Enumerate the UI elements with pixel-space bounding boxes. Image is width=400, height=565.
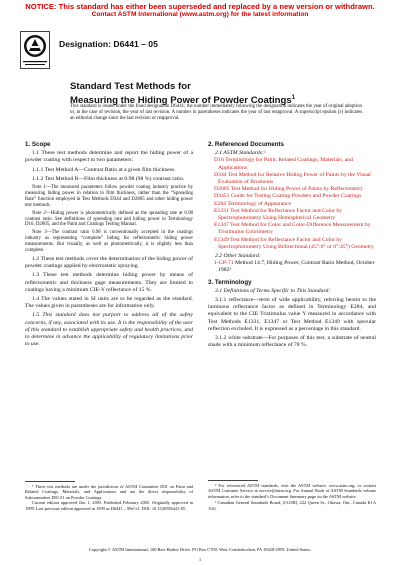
title-line-1: Standard Test Methods for [70,81,191,92]
reference-link[interactable]: D16 [214,157,224,164]
reference-item: E1349 Test Method for Reflectance Factor and Color by Spectrophotometry Using Bidirectional (45°:0° or 0°:45°) Geometry [214,236,374,250]
paragraph-1-4: 1.4 The values stated in SI units are to be regarded as the standard. The values given in parentheses are for information only. [25,296,193,310]
reference-link[interactable]: E1347 [214,222,229,229]
paragraph-1-1-1: 1.1.1 Test Method A—Contrast Ratio at a given film thickness. [32,166,176,173]
page-number: 1 [198,557,202,562]
footnote-3: ³ Canadian General Standards Board, (CGSB), 222 Queen St., Ottawa, Ont., Canada K1A 1G6. [208,500,376,511]
footnote-2: ² For referenced ASTM standards, visit the ASTM website, www.astm.org, or contact ASTM Customer Service at service@astm.org. For Annual Book of ASTM Standards volume information, refer to the standard’s Document Summary page on the ASTM website. [208,483,376,499]
referenced-documents-heading: 2. Referenced Documents [208,141,284,148]
withdrawal-notice [0,2,400,19]
right-column [208,141,376,351]
paragraph-2-2: 2.2 Other Standard: [215,253,261,260]
note-3: Note 3—The contrast ratio 0.98 is conventionally accepted in the coatings industry as representing “complete” hiding for reflectometric hiding power measurements. But visually, as well as photometrically, it is slightly less than complete. [25,230,193,254]
reference-link[interactable]: D3451 [214,193,230,200]
reference-item: E284 Terminology of Appearance [214,200,292,207]
notice-line-1: NOTICE: This standard has either been superseded and replaced by a new version or withdrawn. [25,2,375,11]
reference-item: E1331 Test Method for Reflectance Factor and Color by Spectrophotometry Using Hemispherical Geometry [214,207,343,222]
reference-link[interactable]: D344 [214,171,227,178]
reference-item: D16 Terminology for Paint, Related Coatings, Materials, and Applications [214,157,353,171]
reference-item: D2805 Test Method for Hiding Power of Paints by Reflectometry [214,186,364,193]
footnote-1-b: Current edition approved Jan. 1, 2005. Published February 2005. Originally approved in 1999. Last previous edition approved in 1999 as D6441 – 99a^ε1. DOI: 10.1520/D6441-05. [25,500,193,511]
astm-logo-icon [20,31,50,69]
reference-link[interactable]: D2805 [214,186,230,193]
other-standard-item: 1-GP-71 Method 14.7, Hiding Power, Contrast Ratio Method, October 1982³ [214,260,375,274]
paragraph-1-3: 1.3 These test methods determine hiding power by means of reflectometric and thickness gage measurements. They are limited to coatings having a minimum CIE-Y reflectance of 15 %. [25,272,193,293]
footnote-rule-left [25,481,75,482]
footnote-rule-right [208,480,258,481]
preamble-text: This standard is issued under the fixed designation D6441; the number immediately following the designation indicates the year of original adoption or, in the case of revision, the year of last revision. A number in parentheses indicates the year of last reapproval. A superscript epsilon (ε) indicates an editorial change since the last revision or reapproval. [70,104,362,121]
paragraph-1-1: 1.1 These test methods determine and report the hiding power of a powder coating with respect to two parameters: [25,150,193,164]
footnotes-left [25,484,193,511]
left-column [25,141,193,350]
reference-item: D344 Test Method for Relative Hiding Power of Paints by the Visual Evaluation of Brushouts [214,171,371,186]
reference-item: D3451 Guide for Testing Coating Powders and Powder Coatings [214,193,362,200]
note-1: Note 1—The measured parameters follow powder coating industry practice by measuring hiding power in relation to film thickness, rather than the “Spreading Rate” function employed in Test Methods D344 and D2805 and other hiding power test methods. [25,185,193,208]
reference-link[interactable]: E1349 [214,236,229,243]
paragraph-1-5: 1.5 This standard does not purport to address all of the safety concerns, if any, associated with its use. It is the responsibility of the user of this standard to establish appropriate safety and health practices, and to determine in advance the applicability of regulatory limitations prior to use. [25,312,193,348]
terminology-heading: 3. Terminology [208,278,252,286]
paragraph-3-1-1: 3.1.1 reflectance—term of wide applicability, referring herein to the luminous reflectance factor as defined in Terminology E284, and equivalent to the CIE Tristimulus value Y measured in accordance with Test Methods E1331, E1347 or Test Method E1349 with specular reflection excluded. It is expressed as a percentage in this standard. [208,297,376,332]
paragraph-1-2: 1.2 These test methods cover the determination of the hiding power of powder coatings applied by electrostatic spraying. [25,255,193,270]
document-title [70,81,295,106]
designation: Designation: D6441 – 05 [59,39,158,49]
notice-line-2: Contact ASTM International (www.astm.org) for the latest information [91,11,309,18]
footnote-1-a: ¹ These test methods are under the jurisdiction of ASTM Committee D01 on Paint and Related Coatings, Materials, and Applications and are the direct responsibility of Subcommittee D01.51 on Powder Coatings. [25,484,193,500]
note-2: Note 2—Hiding power is photometrically defined as the spreading rate at 0.98 contrast ratio. See definitions of spreading rate and hiding power in Terminology D16, D2805, and the Paint and Coatings Testing Manual. [25,210,193,228]
copyright-line: Copyright © ASTM International, 100 Barr Harbor Drive, PO Box C700, West Conshohocken, PA 19428-2959. United States. [88,547,312,552]
reference-link[interactable]: E1331 [214,207,229,214]
paragraph-1-1-2: 1.1.2 Test Method B—Film thickness at 0.98 (98 %) contrast ratio. [32,175,185,182]
title-footnote-mark: 1 [291,94,296,101]
title-line-2: Measuring the Hiding Power of Powder Coatings$^1$ [70,94,296,106]
paragraph-3-1: 3.1 Definitions of Terms Specific to This Standard: [215,287,331,294]
paragraph-3-1-2: 3.1.2 white substrate—For purposes of this test, a substrate of neutral shade with a minimum reflectance of 78 %. [208,335,376,349]
reference-item: E1347 Test Method for Color and Color-Difference Measurement by Tristimulus Colorimetry [214,222,371,236]
astm-references-list [208,157,376,251]
reference-link[interactable]: 1-GP-71 [214,260,234,267]
footnotes-right [208,483,376,511]
reference-link[interactable]: E284 [214,200,227,207]
paragraph-2-1: 2.1 ASTM Standards:² [215,150,266,157]
scope-heading: 1. Scope [25,141,51,148]
